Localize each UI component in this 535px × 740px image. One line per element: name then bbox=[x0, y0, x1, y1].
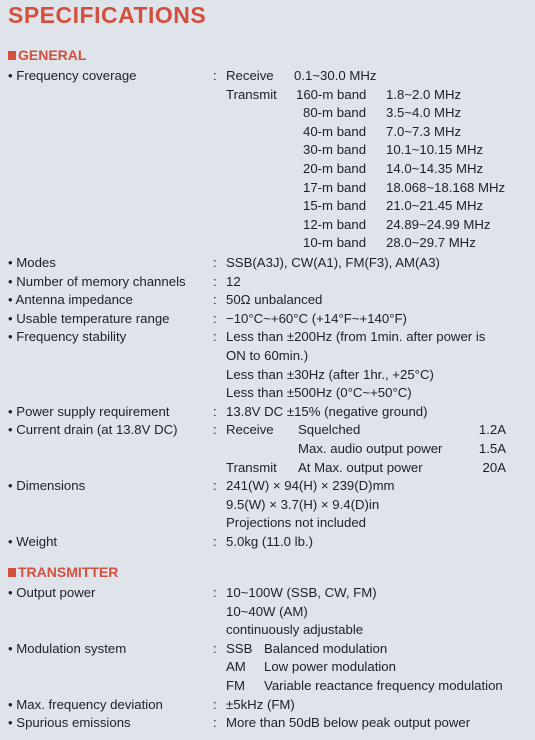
spec-label: • Output power bbox=[8, 585, 96, 600]
spec-value: Less than ±200Hz (from 1min. after power is bbox=[226, 329, 486, 345]
colon: : bbox=[213, 329, 217, 345]
spec-value: 50Ω unbalanced bbox=[226, 292, 323, 308]
spec-value: 13.8V DC ±15% (negative ground) bbox=[226, 403, 428, 419]
modulation-desc: Variable reactance frequency modulation bbox=[264, 678, 503, 693]
colon: : bbox=[213, 715, 217, 731]
spec-value: More than 50dB below peak output power bbox=[226, 715, 471, 731]
band-range: 21.0~21.45 MHz bbox=[386, 198, 484, 214]
band-name: 10-m band bbox=[303, 235, 367, 251]
spec-label: • Max. frequency deviation bbox=[8, 696, 163, 712]
at-max-label: At Max. output power bbox=[298, 459, 423, 475]
band-range: 24.89~24.99 MHz bbox=[386, 216, 491, 232]
band-name: 20-m band bbox=[303, 161, 367, 176]
at-max-value: 20A bbox=[482, 459, 506, 475]
spec-label: • Modes bbox=[8, 255, 56, 270]
band-range: 7.0~7.3 MHz bbox=[386, 123, 462, 139]
band-name: 17-m band bbox=[303, 179, 367, 195]
modulation-mode: FM bbox=[226, 678, 246, 693]
spec-value: SSB(A3J), CW(A1), FM(F3), AM(A3) bbox=[226, 255, 440, 270]
band-range: 1.8~2.0 MHz bbox=[386, 86, 462, 102]
colon: : bbox=[213, 422, 217, 438]
section-heading-text: GENERAL bbox=[18, 47, 87, 63]
colon: : bbox=[213, 403, 217, 419]
spec-value: 10~40W (AM) bbox=[226, 603, 308, 619]
band-range: 18.068~18.168 MHz bbox=[386, 179, 506, 195]
band-range: 28.0~29.7 MHz bbox=[386, 235, 476, 251]
spec-value: 241(W) × 94(H) × 239(D)mm bbox=[226, 478, 395, 494]
spec-value: Projections not included bbox=[226, 515, 367, 531]
colon: : bbox=[213, 292, 217, 308]
spec-value: Less than ±500Hz (0°C~+50°C) bbox=[226, 385, 412, 401]
colon: : bbox=[213, 640, 217, 656]
spec-value: −10°C~+60°C (+14°F~+140°F) bbox=[226, 310, 407, 326]
transmit-label: Transmit bbox=[226, 459, 277, 475]
spec-label: • Antenna impedance bbox=[8, 292, 133, 308]
spec-label: • Number of memory channels bbox=[8, 273, 186, 289]
colon: : bbox=[213, 696, 217, 712]
band-name: 160-m band bbox=[296, 86, 367, 102]
colon: : bbox=[213, 273, 217, 289]
receive-label: Receive bbox=[226, 68, 274, 83]
band-name: 80-m band bbox=[303, 105, 367, 121]
spec-value: ON to 60min.) bbox=[226, 348, 309, 363]
spec-value: 5.0kg (11.0 lb.) bbox=[226, 534, 313, 549]
page-title: SPECIFICATIONS bbox=[8, 2, 207, 28]
colon: : bbox=[213, 585, 217, 600]
max-audio-label: Max. audio output power bbox=[298, 441, 443, 456]
transmit-label: Transmit bbox=[226, 86, 277, 102]
colon: : bbox=[213, 310, 217, 326]
max-audio-value: 1.5A bbox=[478, 441, 506, 456]
section-heading-text: TRANSMITTER bbox=[18, 564, 119, 580]
spec-label: • Spurious emissions bbox=[8, 715, 131, 731]
modulation-desc: Low power modulation bbox=[264, 659, 396, 675]
section-heading-transmitter bbox=[8, 564, 118, 580]
colon: : bbox=[213, 255, 217, 270]
square-bullet-icon bbox=[8, 51, 16, 60]
receive-value: 0.1~30.0 MHz bbox=[294, 68, 377, 83]
spec-value: 12 bbox=[226, 273, 241, 289]
modulation-desc: Balanced modulation bbox=[264, 640, 388, 656]
receive-label: Receive bbox=[226, 422, 274, 438]
section-heading-general bbox=[8, 47, 86, 63]
spec-label: • Weight bbox=[8, 534, 58, 549]
spec-label: • Frequency coverage bbox=[8, 68, 137, 83]
spec-label: • Current drain (at 13.8V DC) bbox=[8, 422, 178, 438]
band-name: 12-m band bbox=[303, 216, 367, 232]
spec-label: • Usable temperature range bbox=[8, 310, 170, 326]
spec-value: ±5kHz (FM) bbox=[226, 696, 295, 712]
spec-label: • Power supply requirement bbox=[8, 403, 170, 419]
modulation-mode: AM bbox=[226, 659, 246, 675]
band-name: 30-m band bbox=[303, 142, 367, 158]
band-name: 15-m band bbox=[303, 198, 367, 214]
colon: : bbox=[213, 478, 217, 494]
spec-label: • Frequency stability bbox=[8, 329, 127, 345]
modulation-mode: SSB bbox=[226, 640, 253, 656]
band-range: 10.1~10.15 MHz bbox=[386, 142, 484, 158]
band-range: 3.5~4.0 MHz bbox=[386, 105, 462, 121]
spec-value: 10~100W (SSB, CW, FM) bbox=[226, 585, 377, 600]
spec-label: • Dimensions bbox=[8, 478, 86, 494]
squelched-value: 1.2A bbox=[478, 422, 506, 438]
spec-value: 9.5(W) × 3.7(H) × 9.4(D)in bbox=[226, 496, 380, 512]
colon: : bbox=[213, 534, 217, 549]
spec-value: Less than ±30Hz (after 1hr., +25°C) bbox=[226, 366, 434, 382]
band-range: 14.0~14.35 MHz bbox=[386, 161, 484, 176]
colon: : bbox=[213, 68, 217, 83]
spec-value: continuously adjustable bbox=[226, 622, 364, 638]
band-name: 40-m band bbox=[303, 123, 367, 139]
spec-label: • Modulation system bbox=[8, 640, 127, 656]
square-bullet-icon bbox=[8, 568, 16, 577]
squelched-label: Squelched bbox=[298, 422, 361, 438]
